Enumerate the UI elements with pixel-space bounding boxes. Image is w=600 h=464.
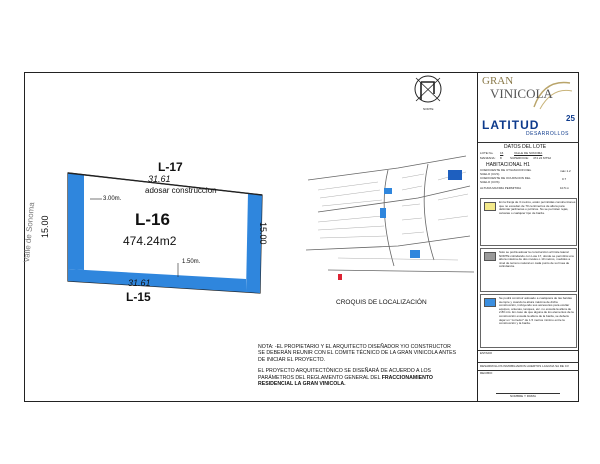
legend-swatch-gray [484, 252, 496, 261]
lot-area: 474.24m2 [123, 234, 177, 248]
legend-swatch-blue [484, 298, 496, 307]
latitud-logo [480, 112, 577, 140]
lote-label: LOTE No. [480, 151, 494, 155]
legend-item-setback [480, 198, 577, 246]
note-2-bold: FRACCIONAMIENTO RESIDENCIAL LA GRAN VINICOLA. [258, 374, 433, 388]
habitacional-label: HABITACIONAL H1 [486, 162, 530, 168]
north-label: NORTE [423, 107, 434, 111]
legend-item-adosar [480, 248, 577, 292]
cos-label: COEFICIENTE DE OCUPACION DEL SUELO (COS) [480, 176, 531, 184]
altura-label: ALTURA MAXIMA PERMITIDA [480, 186, 522, 190]
right-dimension: 15.00 [258, 222, 268, 245]
lote-value: 16 [500, 151, 504, 155]
recibio-box [478, 370, 579, 402]
lot-data-panel [478, 142, 579, 196]
brand-gran: GRAN [482, 75, 514, 87]
street-label: Valle de Sonoma [22, 201, 37, 263]
brand-latitud: LATITUD [482, 118, 540, 132]
notes-block [258, 344, 458, 387]
altura-value: 10.5 m [560, 186, 570, 190]
bottom-setback: 1.50m. [182, 259, 201, 265]
brand-latitud-number: 25 [566, 114, 575, 123]
manzana-label: MANZANA: [480, 156, 496, 160]
gran-vinicola-logo [480, 74, 576, 112]
note-2-text: EL PROYECTO ARQUITECTÓNICO SE DISEÑARÁ DE ACUERDO A LOS PARÁMETROS DEL REGLAMENTO GENERAL DEL [258, 368, 431, 381]
note-1: NOTA: -EL PROPIETARIO Y EL ARQUITECTO DISEÑADOR Y/O CONSTRUCTOR SE DEBERÁN REUNIR CON EL COMITE TÉCNICO DE LA GRAN VINICOLA ANTES DE INICIAR EL PROYECTO. [258, 344, 457, 363]
note-2 [258, 368, 458, 387]
cos-value: 0.7 [562, 177, 567, 181]
left-setback: 3.00m. [103, 196, 122, 202]
location-map [298, 150, 474, 298]
lot-data-header: DATOS DEL LOTE [504, 144, 547, 150]
legend-text: En la franja de 3 metros, están permitidas construcciones que no excedan de 70 centímetros de altura para delimitar jardineras o pórticos. No se permiten rejas, celosías o cualquier tipo de barda. [499, 200, 576, 215]
lot-street: VALLE DE SONOMA [514, 151, 543, 155]
north-arrow-icon [412, 74, 444, 108]
legend-item-bardas [480, 294, 577, 348]
estado-value-box [478, 362, 579, 370]
estado-box [478, 350, 579, 362]
left-dimension: 15.00 [40, 215, 50, 238]
legend-text: Se podrá construir adosado a cualquiera de las bardas siempre y cuando la altura máxima de dicha construcción, incluyendo sus accesorios para ocultar equipos, antenas, tanques, etc. no exceda la altura de 2.80 mts. En caso de que alguna de los elementos de la construcción exceda la altura de la barda, se deberá dejar un "corredor" de 1.5 metros mínimo entre la construcción y la barda. [499, 296, 574, 326]
bottom-dimension: 31.61 [128, 278, 151, 288]
lot-id: L-16 [135, 210, 170, 229]
top-dimension: 31.61 [148, 174, 171, 184]
superficie-label: SUPERFICIE: [510, 156, 529, 160]
legend-text: Solo se podrá adosar la construcción al límite lateral NORTE colindando con Lote 17, donde se permitirá una altura máxima de dos niveles o 10 metros, medidos a nivel de terreno natural en cada punto de su línea de colindancia. [499, 250, 574, 269]
legend-swatch-yellow [484, 202, 496, 211]
nombre-firma-label: NOMBRE Y FIRMA [510, 394, 537, 398]
cus-label: COEFICIENTE DE UTILIZACION DEL SUELO (CUS) [480, 168, 532, 176]
location-map-caption: CROQUIS DE LOCALIZACIÓN [336, 299, 427, 306]
cus-value: máx 1.2 [560, 169, 571, 173]
north-neighbor-label: L-17 [158, 160, 183, 174]
setback-note: adosar construccion [145, 186, 217, 195]
brand-desarrollos: DESARROLLOS [526, 131, 570, 137]
manzana-value: 8 [500, 156, 502, 160]
estado-label: ESTADO [480, 351, 493, 355]
brand-vinicola: VINICOLA [490, 86, 553, 101]
estado-text: DESARROLLOS INMOBILIARIOS HUERTOS LAGUNA SA DE CV [480, 364, 569, 368]
superficie-value: 474.24 MTS2 [533, 156, 552, 160]
south-neighbor-label: L-15 [126, 290, 151, 304]
recibio-label: RECIBIO [480, 371, 493, 375]
